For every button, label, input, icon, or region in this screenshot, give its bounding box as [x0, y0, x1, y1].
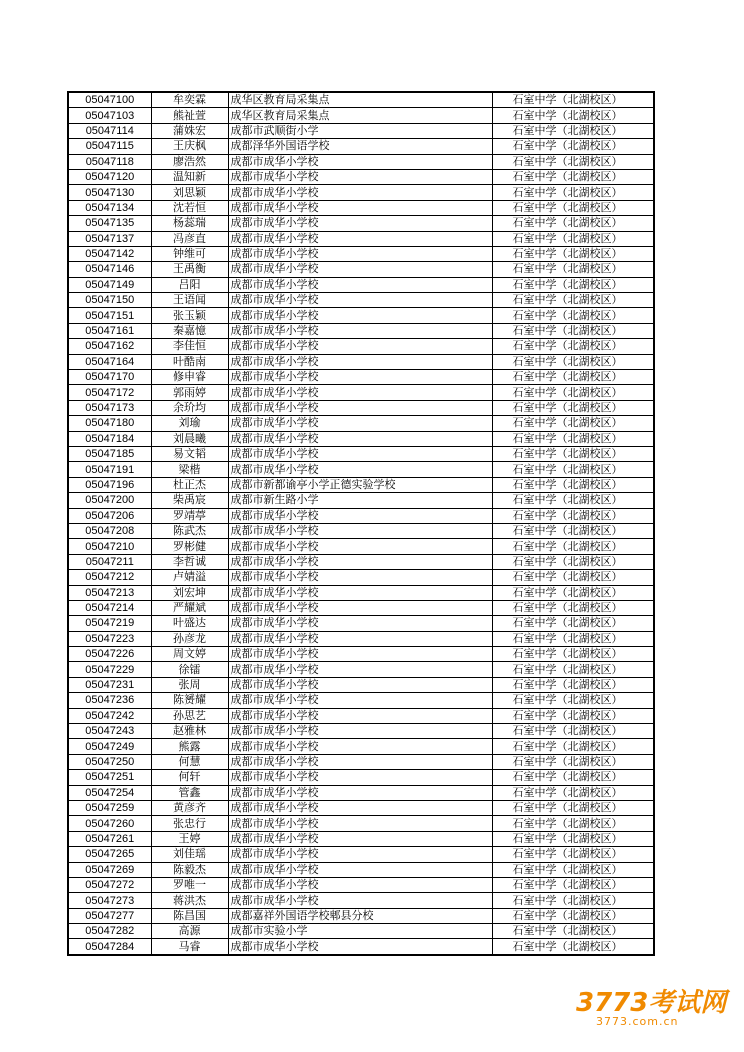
- destination-cell: 石室中学（北湖校区）: [492, 123, 654, 138]
- table-row: [68, 662, 654, 677]
- table-row: [68, 862, 654, 877]
- watermark-url: 3773.com.cn: [596, 1015, 679, 1028]
- destination-cell: 石室中学（北湖校区）: [492, 816, 654, 831]
- student-id-cell: 05047273: [68, 893, 151, 908]
- student-id-cell: 05047242: [68, 708, 151, 723]
- destination-cell: 石室中学（北湖校区）: [492, 92, 654, 108]
- table-row: [68, 293, 654, 308]
- student-id-cell: 05047260: [68, 816, 151, 831]
- student-name-cell: 刘宏坤: [151, 585, 228, 600]
- table-row: [68, 585, 654, 600]
- school-cell: 成都市成华小学校: [228, 308, 492, 323]
- table-row: [68, 616, 654, 631]
- table-row: [68, 831, 654, 846]
- destination-cell: 石室中学（北湖校区）: [492, 862, 654, 877]
- student-name-cell: 陈毅杰: [151, 862, 228, 877]
- table-row: [68, 631, 654, 646]
- destination-cell: 石室中学（北湖校区）: [492, 139, 654, 154]
- school-cell: 成都市成华小学校: [228, 339, 492, 354]
- school-cell: 成都市成华小学校: [228, 431, 492, 446]
- destination-cell: 石室中学（北湖校区）: [492, 246, 654, 261]
- school-cell: 成都市成华小学校: [228, 154, 492, 169]
- student-id-cell: 05047277: [68, 908, 151, 923]
- school-cell: 成都市成华小学校: [228, 785, 492, 800]
- student-name-cell: 杨蕊瑞: [151, 216, 228, 231]
- student-id-cell: 05047191: [68, 462, 151, 477]
- student-name-cell: 陈武杰: [151, 523, 228, 538]
- student-id-cell: 05047243: [68, 724, 151, 739]
- student-id-cell: 05047226: [68, 647, 151, 662]
- student-name-cell: 熊祉萱: [151, 108, 228, 123]
- table-row: [68, 693, 654, 708]
- student-id-cell: 05047206: [68, 508, 151, 523]
- student-name-cell: 管鑫: [151, 785, 228, 800]
- watermark-logo: 3773考试网: [576, 988, 727, 1018]
- school-cell: 成都市成华小学校: [228, 662, 492, 677]
- student-name-cell: 张周: [151, 677, 228, 692]
- student-name-cell: 温知新: [151, 169, 228, 184]
- destination-cell: 石室中学（北湖校区）: [492, 893, 654, 908]
- school-cell: 成都市成华小学校: [228, 277, 492, 292]
- student-id-cell: 05047213: [68, 585, 151, 600]
- table-row: [68, 354, 654, 369]
- student-id-cell: 05047208: [68, 523, 151, 538]
- table-row: [68, 800, 654, 815]
- destination-cell: 石室中学（北湖校区）: [492, 446, 654, 461]
- table-row: [68, 754, 654, 769]
- student-id-cell: 05047180: [68, 416, 151, 431]
- school-cell: 成都市成华小学校: [228, 539, 492, 554]
- school-cell: 成都市成华小学校: [228, 893, 492, 908]
- student-id-cell: 05047249: [68, 739, 151, 754]
- student-id-cell: 05047261: [68, 831, 151, 846]
- student-id-cell: 05047114: [68, 123, 151, 138]
- table-row: [68, 647, 654, 662]
- destination-cell: 石室中学（北湖校区）: [492, 523, 654, 538]
- destination-cell: 石室中学（北湖校区）: [492, 385, 654, 400]
- student-name-cell: 高源: [151, 924, 228, 939]
- destination-cell: 石室中学（北湖校区）: [492, 647, 654, 662]
- student-name-cell: 修申睿: [151, 370, 228, 385]
- school-cell: 成都市成华小学校: [228, 585, 492, 600]
- table-row: [68, 323, 654, 338]
- student-id-cell: 05047265: [68, 847, 151, 862]
- student-name-cell: 王语闻: [151, 293, 228, 308]
- student-name-cell: 周文婷: [151, 647, 228, 662]
- school-cell: 成都市成华小学校: [228, 446, 492, 461]
- destination-cell: 石室中学（北湖校区）: [492, 754, 654, 769]
- student-id-cell: 05047269: [68, 862, 151, 877]
- destination-cell: 石室中学（北湖校区）: [492, 847, 654, 862]
- table-row: [68, 508, 654, 523]
- student-name-cell: 严耀斌: [151, 600, 228, 615]
- student-name-cell: 叶酷南: [151, 354, 228, 369]
- student-name-cell: 刘晨曦: [151, 431, 228, 446]
- student-id-cell: 05047200: [68, 493, 151, 508]
- destination-cell: 石室中学（北湖校区）: [492, 416, 654, 431]
- destination-cell: 石室中学（北湖校区）: [492, 323, 654, 338]
- student-name-cell: 张玉颖: [151, 308, 228, 323]
- student-name-cell: 蒋洪杰: [151, 893, 228, 908]
- student-name-cell: 罗彬健: [151, 539, 228, 554]
- school-cell: 成都泽华外国语学校: [228, 139, 492, 154]
- table-row: [68, 847, 654, 862]
- table-row: [68, 139, 654, 154]
- school-cell: 成都市成华小学校: [228, 508, 492, 523]
- school-cell: 成都市成华小学校: [228, 370, 492, 385]
- school-cell: 成都市新生路小学: [228, 493, 492, 508]
- student-name-cell: 马睿: [151, 939, 228, 955]
- school-cell: 成都市成华小学校: [228, 169, 492, 184]
- student-name-cell: 黄彦齐: [151, 800, 228, 815]
- student-name-cell: 廖浩然: [151, 154, 228, 169]
- student-id-cell: 05047282: [68, 924, 151, 939]
- school-cell: 成都市成华小学校: [228, 554, 492, 569]
- table-row: [68, 770, 654, 785]
- school-cell: 成都市成华小学校: [228, 647, 492, 662]
- student-id-cell: 05047251: [68, 770, 151, 785]
- student-id-cell: 05047130: [68, 185, 151, 200]
- student-name-cell: 吕阳: [151, 277, 228, 292]
- school-cell: 成都市成华小学校: [228, 862, 492, 877]
- school-cell: 成都市新都谕亭小学正德实验学校: [228, 477, 492, 492]
- student-name-cell: 柴禹宸: [151, 493, 228, 508]
- destination-cell: 石室中学（北湖校区）: [492, 693, 654, 708]
- student-name-cell: 李佳恒: [151, 339, 228, 354]
- school-cell: 成都市成华小学校: [228, 246, 492, 261]
- student-name-cell: 叶盛达: [151, 616, 228, 631]
- destination-cell: 石室中学（北湖校区）: [492, 570, 654, 585]
- student-name-cell: 刘佳瑶: [151, 847, 228, 862]
- admission-list-body: [68, 92, 654, 955]
- student-name-cell: 李哲诚: [151, 554, 228, 569]
- student-name-cell: 余玠均: [151, 400, 228, 415]
- school-cell: 成都市成华小学校: [228, 724, 492, 739]
- school-cell: 成都市成华小学校: [228, 816, 492, 831]
- table-row: [68, 123, 654, 138]
- student-name-cell: 熊露: [151, 739, 228, 754]
- destination-cell: 石室中学（北湖校区）: [492, 354, 654, 369]
- school-cell: 成都市成华小学校: [228, 754, 492, 769]
- table-row: [68, 708, 654, 723]
- school-cell: 成都市成华小学校: [228, 200, 492, 215]
- table-row: [68, 600, 654, 615]
- destination-cell: 石室中学（北湖校区）: [492, 908, 654, 923]
- student-name-cell: 张忠行: [151, 816, 228, 831]
- destination-cell: 石室中学（北湖校区）: [492, 708, 654, 723]
- table-row: [68, 416, 654, 431]
- school-cell: 成都市成华小学校: [228, 416, 492, 431]
- destination-cell: 石室中学（北湖校区）: [492, 831, 654, 846]
- table-row: [68, 493, 654, 508]
- destination-cell: 石室中学（北湖校区）: [492, 154, 654, 169]
- destination-cell: 石室中学（北湖校区）: [492, 585, 654, 600]
- destination-cell: 石室中学（北湖校区）: [492, 539, 654, 554]
- student-id-cell: 05047236: [68, 693, 151, 708]
- student-name-cell: 孙思艺: [151, 708, 228, 723]
- student-id-cell: 05047142: [68, 246, 151, 261]
- student-name-cell: 卢婧溢: [151, 570, 228, 585]
- school-cell: 成都市成华小学校: [228, 739, 492, 754]
- destination-cell: 石室中学（北湖校区）: [492, 493, 654, 508]
- student-name-cell: 梁楷: [151, 462, 228, 477]
- table-row: [68, 785, 654, 800]
- student-name-cell: 何轩: [151, 770, 228, 785]
- school-cell: 成都市成华小学校: [228, 523, 492, 538]
- student-id-cell: 05047118: [68, 154, 151, 169]
- destination-cell: 石室中学（北湖校区）: [492, 308, 654, 323]
- school-cell: 成都市成华小学校: [228, 262, 492, 277]
- student-id-cell: 05047229: [68, 662, 151, 677]
- student-id-cell: 05047151: [68, 308, 151, 323]
- student-name-cell: 钟维可: [151, 246, 228, 261]
- student-id-cell: 05047259: [68, 800, 151, 815]
- student-id-cell: 05047196: [68, 477, 151, 492]
- destination-cell: 石室中学（北湖校区）: [492, 600, 654, 615]
- student-name-cell: 王庆枫: [151, 139, 228, 154]
- student-name-cell: 刘瑜: [151, 416, 228, 431]
- student-name-cell: 秦嘉憶: [151, 323, 228, 338]
- table-row: [68, 370, 654, 385]
- student-id-cell: 05047137: [68, 231, 151, 246]
- table-row: [68, 570, 654, 585]
- school-cell: 成华区教育局采集点: [228, 108, 492, 123]
- student-id-cell: 05047219: [68, 616, 151, 631]
- destination-cell: 石室中学（北湖校区）: [492, 554, 654, 569]
- student-id-cell: 05047103: [68, 108, 151, 123]
- table-row: [68, 523, 654, 538]
- student-name-cell: 罗唯一: [151, 877, 228, 892]
- student-id-cell: 05047170: [68, 370, 151, 385]
- table-row: [68, 185, 654, 200]
- destination-cell: 石室中学（北湖校区）: [492, 739, 654, 754]
- table-row: [68, 339, 654, 354]
- destination-cell: 石室中学（北湖校区）: [492, 677, 654, 692]
- student-name-cell: 郭雨婷: [151, 385, 228, 400]
- student-name-cell: 罗靖葶: [151, 508, 228, 523]
- student-id-cell: 05047231: [68, 677, 151, 692]
- table-row: [68, 231, 654, 246]
- student-id-cell: 05047173: [68, 400, 151, 415]
- student-name-cell: 陈昌国: [151, 908, 228, 923]
- student-name-cell: 冯彦直: [151, 231, 228, 246]
- destination-cell: 石室中学（北湖校区）: [492, 770, 654, 785]
- student-id-cell: 05047214: [68, 600, 151, 615]
- student-id-cell: 05047284: [68, 939, 151, 955]
- table-row: [68, 92, 654, 108]
- destination-cell: 石室中学（北湖校区）: [492, 724, 654, 739]
- school-cell: 成华区教育局采集点: [228, 92, 492, 108]
- school-cell: 成都市实验小学: [228, 924, 492, 939]
- destination-cell: 石室中学（北湖校区）: [492, 431, 654, 446]
- school-cell: 成都市成华小学校: [228, 631, 492, 646]
- student-id-cell: 05047161: [68, 323, 151, 338]
- student-id-cell: 05047254: [68, 785, 151, 800]
- school-cell: 成都市成华小学校: [228, 847, 492, 862]
- destination-cell: 石室中学（北湖校区）: [492, 400, 654, 415]
- school-cell: 成都市成华小学校: [228, 939, 492, 955]
- table-row: [68, 677, 654, 692]
- table-row: [68, 246, 654, 261]
- school-cell: 成都市成华小学校: [228, 354, 492, 369]
- student-id-cell: 05047162: [68, 339, 151, 354]
- school-cell: 成都市成华小学校: [228, 831, 492, 846]
- student-id-cell: 05047212: [68, 570, 151, 585]
- school-cell: 成都市成华小学校: [228, 216, 492, 231]
- school-cell: 成都市成华小学校: [228, 400, 492, 415]
- school-cell: 成都市成华小学校: [228, 570, 492, 585]
- student-name-cell: 陈赟耀: [151, 693, 228, 708]
- table-row: [68, 431, 654, 446]
- student-id-cell: 05047172: [68, 385, 151, 400]
- destination-cell: 石室中学（北湖校区）: [492, 185, 654, 200]
- school-cell: 成都市成华小学校: [228, 385, 492, 400]
- student-id-cell: 05047272: [68, 877, 151, 892]
- school-cell: 成都市成华小学校: [228, 293, 492, 308]
- table-row: [68, 816, 654, 831]
- student-id-cell: 05047149: [68, 277, 151, 292]
- table-row: [68, 262, 654, 277]
- watermark: [570, 982, 730, 1034]
- table-row: [68, 924, 654, 939]
- destination-cell: 石室中学（北湖校区）: [492, 508, 654, 523]
- table-row: [68, 893, 654, 908]
- school-cell: 成都市武顺街小学: [228, 123, 492, 138]
- destination-cell: 石室中学（北湖校区）: [492, 662, 654, 677]
- school-cell: 成都市成华小学校: [228, 231, 492, 246]
- table-row: [68, 154, 654, 169]
- table-row: [68, 739, 654, 754]
- student-id-cell: 05047115: [68, 139, 151, 154]
- destination-cell: 石室中学（北湖校区）: [492, 462, 654, 477]
- student-name-cell: 王婷: [151, 831, 228, 846]
- school-cell: 成都市成华小学校: [228, 708, 492, 723]
- student-id-cell: 05047164: [68, 354, 151, 369]
- student-name-cell: 蒲姝宏: [151, 123, 228, 138]
- destination-cell: 石室中学（北湖校区）: [492, 477, 654, 492]
- school-cell: 成都市成华小学校: [228, 770, 492, 785]
- student-name-cell: 杜正杰: [151, 477, 228, 492]
- student-name-cell: 赵雅林: [151, 724, 228, 739]
- student-id-cell: 05047120: [68, 169, 151, 184]
- table-row: [68, 939, 654, 955]
- student-name-cell: 孙彦龙: [151, 631, 228, 646]
- school-cell: 成都市成华小学校: [228, 185, 492, 200]
- destination-cell: 石室中学（北湖校区）: [492, 293, 654, 308]
- destination-cell: 石室中学（北湖校区）: [492, 216, 654, 231]
- student-id-cell: 05047210: [68, 539, 151, 554]
- destination-cell: 石室中学（北湖校区）: [492, 277, 654, 292]
- table-row: [68, 216, 654, 231]
- school-cell: 成都市成华小学校: [228, 600, 492, 615]
- destination-cell: 石室中学（北湖校区）: [492, 877, 654, 892]
- destination-cell: 石室中学（北湖校区）: [492, 200, 654, 215]
- student-id-cell: 05047185: [68, 446, 151, 461]
- student-id-cell: 05047100: [68, 92, 151, 108]
- student-name-cell: 牟奕霖: [151, 92, 228, 108]
- student-id-cell: 05047223: [68, 631, 151, 646]
- school-cell: 成都市成华小学校: [228, 616, 492, 631]
- student-name-cell: 刘思颖: [151, 185, 228, 200]
- school-cell: 成都市成华小学校: [228, 693, 492, 708]
- school-cell: 成都市成华小学校: [228, 323, 492, 338]
- destination-cell: 石室中学（北湖校区）: [492, 616, 654, 631]
- destination-cell: 石室中学（北湖校区）: [492, 939, 654, 955]
- table-row: [68, 200, 654, 215]
- school-cell: 成都市成华小学校: [228, 677, 492, 692]
- student-id-cell: 05047146: [68, 262, 151, 277]
- destination-cell: 石室中学（北湖校区）: [492, 169, 654, 184]
- table-row: [68, 724, 654, 739]
- destination-cell: 石室中学（北湖校区）: [492, 108, 654, 123]
- admission-list-table: [67, 91, 655, 956]
- school-cell: 成都市成华小学校: [228, 877, 492, 892]
- destination-cell: 石室中学（北湖校区）: [492, 924, 654, 939]
- destination-cell: 石室中学（北湖校区）: [492, 631, 654, 646]
- table-row: [68, 308, 654, 323]
- destination-cell: 石室中学（北湖校区）: [492, 800, 654, 815]
- table-row: [68, 169, 654, 184]
- table-row: [68, 554, 654, 569]
- table-row: [68, 446, 654, 461]
- student-id-cell: 05047134: [68, 200, 151, 215]
- table-row: [68, 277, 654, 292]
- school-cell: 成都市成华小学校: [228, 800, 492, 815]
- destination-cell: 石室中学（北湖校区）: [492, 262, 654, 277]
- destination-cell: 石室中学（北湖校区）: [492, 785, 654, 800]
- student-id-cell: 05047184: [68, 431, 151, 446]
- student-id-cell: 05047250: [68, 754, 151, 769]
- table-row: [68, 462, 654, 477]
- student-id-cell: 05047211: [68, 554, 151, 569]
- table-row: [68, 385, 654, 400]
- destination-cell: 石室中学（北湖校区）: [492, 370, 654, 385]
- table-row: [68, 108, 654, 123]
- student-name-cell: 徐镭: [151, 662, 228, 677]
- table-row: [68, 877, 654, 892]
- table-row: [68, 400, 654, 415]
- destination-cell: 石室中学（北湖校区）: [492, 231, 654, 246]
- student-name-cell: 何慧: [151, 754, 228, 769]
- destination-cell: 石室中学（北湖校区）: [492, 339, 654, 354]
- table-row: [68, 908, 654, 923]
- student-id-cell: 05047150: [68, 293, 151, 308]
- school-cell: 成都嘉祥外国语学校郫县分校: [228, 908, 492, 923]
- table-row: [68, 539, 654, 554]
- student-name-cell: 沈若恒: [151, 200, 228, 215]
- student-name-cell: 王禹衡: [151, 262, 228, 277]
- school-cell: 成都市成华小学校: [228, 462, 492, 477]
- table-row: [68, 477, 654, 492]
- student-id-cell: 05047135: [68, 216, 151, 231]
- student-name-cell: 易文韬: [151, 446, 228, 461]
